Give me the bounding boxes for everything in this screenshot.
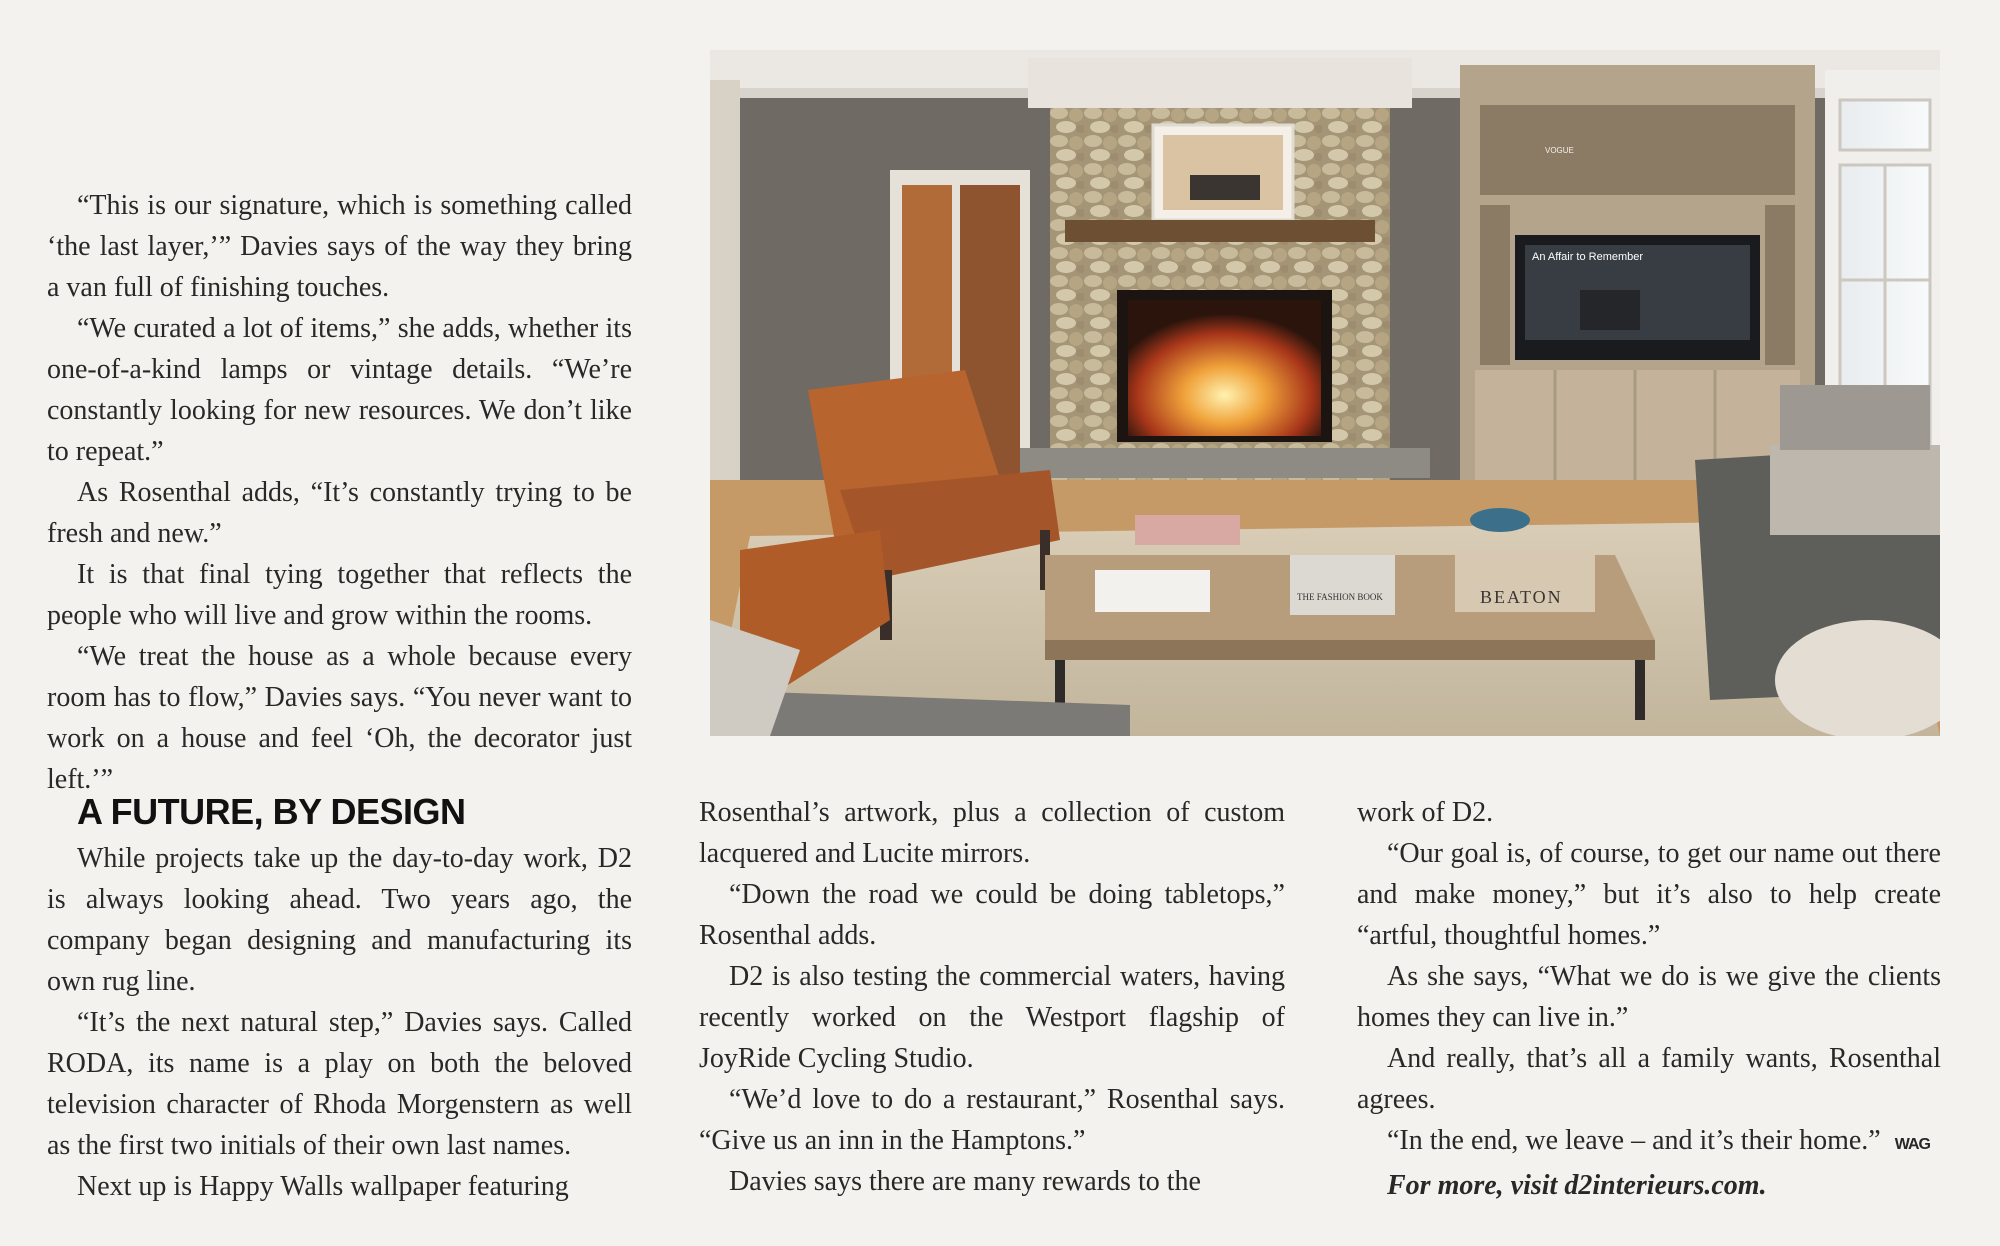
paragraph: It is that final tying together that reflects the people who will live and grow within the rooms. xyxy=(47,559,632,631)
paragraph: Davies says there are many rewards to the xyxy=(729,1166,1201,1197)
paragraph: “Our goal is, of course, to get our name out there and make money,” but it’s also to help create “artful, thoughtful homes.” xyxy=(1357,838,1941,951)
website-link[interactable]: For more, visit d2interieurs.com. xyxy=(1387,1170,1767,1201)
book-label: THE FASHION BOOK xyxy=(1297,592,1383,602)
tv-caption: An Affair to Remember xyxy=(1532,251,1644,263)
paragraph: “We treat the house as a whole because every room has to flow,” Davies says. “You never want to work on a house and feel ‘Oh, the decorator just left.’” xyxy=(47,641,632,795)
living-room-photo xyxy=(710,50,1940,736)
paragraph: “Down the road we could be doing tabletops,” Rosenthal adds. xyxy=(699,879,1285,951)
paragraph: And really, that’s all a family wants, Rosenthal agrees. xyxy=(1357,1043,1941,1115)
closing-quote: “In the end, we leave – and it’s their home.” xyxy=(1387,1125,1881,1156)
fireplace-living-room-image xyxy=(710,50,1940,736)
paragraph: D2 is also testing the commercial waters, having recently worked on the Westport flagship of JoyRide Cycling Studio. xyxy=(699,961,1285,1074)
paragraph: Next up is Happy Walls wallpaper featuring xyxy=(77,1171,569,1202)
paragraph: As she says, “What we do is we give the clients homes they can live in.” xyxy=(1357,961,1941,1033)
text-column-3 xyxy=(1357,792,1941,1206)
signoff-mark: WAG xyxy=(1894,1136,1930,1153)
paragraph: “We’d love to do a restaurant,” Rosenthal says. “Give us an inn in the Hamptons.” xyxy=(699,1084,1285,1156)
text-column-1 xyxy=(47,790,632,1207)
paragraph-continued: work of D2. xyxy=(1357,797,1494,828)
text-column-2 xyxy=(699,792,1285,1202)
closing-paragraph xyxy=(1357,1120,1941,1165)
intro-column xyxy=(47,185,632,800)
paragraph-continued: Rosenthal’s artwork, plus a collection of custom lacquered and Lucite mirrors. xyxy=(699,797,1285,869)
paragraph: “We curated a lot of items,” she adds, whether its one-of-a-kind lamps or vintage details. “We’re constantly looking for new resources. We don’t like to repeat.” xyxy=(47,313,632,467)
shelf-book-label: VOGUE xyxy=(1545,146,1574,155)
paragraph: As Rosenthal adds, “It’s constantly trying to be fresh and new.” xyxy=(47,477,632,549)
paragraph: While projects take up the day-to-day work, D2 is always looking ahead. Two years ago, the company began designing and manufacturing its own rug line. xyxy=(47,843,632,997)
paragraph: “It’s the next natural step,” Davies says. Called RODA, its name is a play on both the beloved television character of Rhoda Morgenstern as well as the first two initials of their own last names. xyxy=(47,1007,632,1161)
book-label: BEATON xyxy=(1480,587,1563,607)
paragraph: “This is our signature, which is something called ‘the last layer,’” Davies says of the way they bring a van full of finishing touches. xyxy=(47,190,632,303)
section-heading: A FUTURE, BY DESIGN xyxy=(77,791,466,832)
